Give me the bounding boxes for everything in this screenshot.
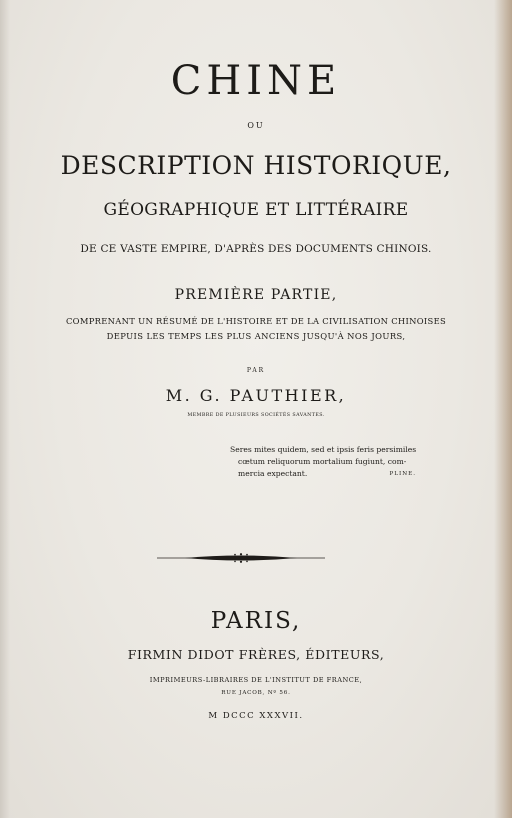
epigraph [230, 444, 430, 480]
title-conjunction: OU [247, 121, 265, 130]
part-subtitle-line1: COMPRENANT UN RÉSUMÉ DE L'HISTOIRE ET DE LA CIVILISATION CHINOISES [65, 316, 447, 326]
imprint-publisher: FIRMIN DIDOT FRÈRES, ÉDITEURS, [127, 647, 385, 662]
imprint-place: PARIS, [210, 608, 302, 634]
imprint-address: RUE JACOB, Nº 56. [221, 690, 291, 696]
epigraph-line1: Seres mites quidem, sed et ipsis feris persimiles [230, 445, 417, 454]
title-geographique: GÉOGRAPHIQUE ET LITTÉRAIRE [103, 200, 409, 220]
epigraph-line3: mercia expectant. [238, 469, 308, 478]
author-name: M. G. PAUTHIER, [165, 386, 347, 405]
author-affiliation: MEMBRE DE PLUSIEURS SOCIÉTÉS SAVANTES. [187, 413, 325, 418]
title-description: DESCRIPTION HISTORIQUE, [60, 151, 452, 180]
imprint-printer: IMPRIMEURS-LIBRAIRES DE L'INSTITUT DE FRANCE, [149, 676, 363, 684]
part-title: PREMIÈRE PARTIE, [174, 287, 338, 303]
ornamental-rule [155, 551, 327, 565]
title-vaste-empire: DE CE VASTE EMPIRE, D'APRÈS DES DOCUMENTS CHINOIS. [80, 243, 432, 255]
epigraph-line2: cœtum reliquorum mortalium fugiunt, com- [238, 457, 407, 466]
part-subtitle-line2: DEPUIS LES TEMPS LES PLUS ANCIENS JUSQU'À NOS JOURS, [106, 331, 406, 341]
by-label: PAR [246, 367, 266, 374]
book-title: CHINE [170, 58, 342, 104]
epigraph-source: PLINE. [389, 471, 416, 477]
imprint-year: M DCCC XXXVII. [208, 711, 304, 721]
